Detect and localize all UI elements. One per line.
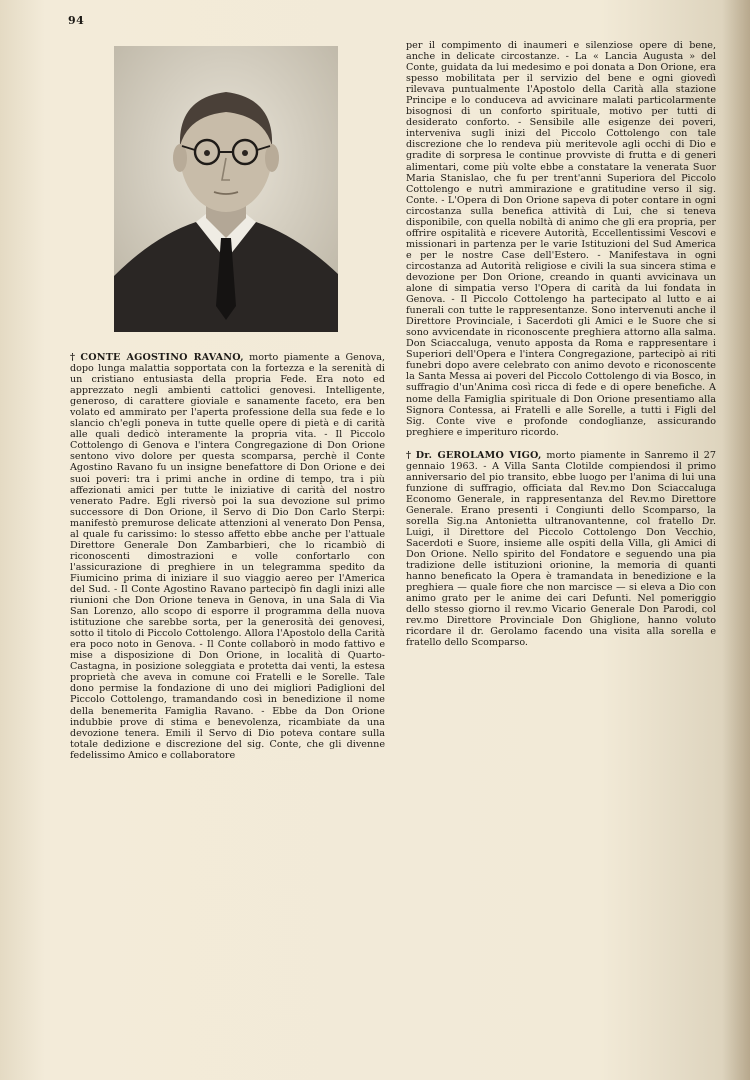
page-number: 94 [68, 14, 85, 27]
left-column [70, 352, 385, 761]
obituary-text: morto piamente a Genova, dopo lunga malattia sopportata con la fortezza e la serenità di un cristiano entusiasta della propria Fede. Era noto ed apprezzato negli ambienti cattolici genovesi. Intelligente, generoso, di carattere gioviale e sanamente faceto, era ben volato ed ammirato per l'aperta professione della sua fede e lo slancio ch'egli poneva in tutte quelle opere di pietà e di carità alle quali dedicò interamente la propria vita. - Il Piccolo Cottolengo di Genova e l'intera Congregazione di Don Orione sentono vivo dolore per questa scomparsa, perchè il Conte Agostino Ravano fu un insigne benefattore di Don Orione e dei suoi poveri: tra i primi anche in ordine di tempo, tra i più affezionati amici per tutte le iniziative di carità del nostro venerato Padre. Egli riversò poi la sua devozione sul primo successore di Don Orione, il Servo di Dio Don Carlo Sterpi: manifestò premurose delicate attenzioni al venerato Don Pensa, al quale fu carissimo: lo stesso affetto ebbe anche per l'attuale Direttore Generale Don Zambarbieri, che lo ricambiò di riconoscenti dimostrazioni e volle confortarlo con l'assicurazione di preghiere in un telegramma spedito da Fiumicino prima di iniziare il suo viaggio aereo per l'America del Sud. - Il Conte Agostino Ravano partecipò fin dagli inizi alle riunioni che Don Orione teneva in Genova, in una Sala di Via San Lorenzo, allo scopo di esporre il programma della nuova istituzione che sarebbe sorta, per la generosità dei genovesi, sotto il titolo di Piccolo Cottolengo. Allora l'Apostolo della Carità era poco noto in Genova. - Il Conte collaborò in modo fattivo e mise a disposizione di Don Orione, in località di Quarto-Castagna, in posizione soleggiata e protetta dai venti, la estesa proprietà che aveva in comune coi Fratelli e le Sorelle. Tale dono permise la fondazione di uno dei migliori Padiglioni del Piccolo Cottolengo, tramandando così in benedizione il nome della benemerita Famiglia Ravano. - Ebbe da Don Orione indubbie prove di stima e benevolenza, ricambiate da una devozione tenera. Emili il Servo di Dio poteva contare sulla totale dedizione e discrezione del sig. Conte, che gli divenne fedelissimo Amico e collaboratore [70, 352, 385, 761]
obituary-vigo [406, 450, 716, 649]
obituary-ravano [70, 352, 385, 761]
cross-marker: † [406, 449, 413, 461]
portrait-illustration [114, 46, 338, 332]
obituary-name: Dr. GEROLAMO VIGO, [415, 449, 542, 461]
obituary-name: CONTE AGOSTINO RAVANO, [80, 352, 244, 363]
portrait-photo [114, 46, 338, 332]
obituary-text: morto piamente in Sanremo il 27 gennaio 1963. - A Villa Santa Clotilde compiendosi il primo anniversario del pio transito, ebbe luogo per l'anima di lui una funzione di suffragio, officiata dal Rev.mo Don Sciaccaluga Economo Generale, in rappresentanza del Rev.mo Direttore Generale. Erano presenti i Congiunti dello Scomparso, la sorella Sig.na Antonietta ultranovantenne, col fratello Dr. Luigi, il Direttore del Piccolo Cottolengo Don Vecchio, Sacerdoti e Suore, insieme alle ospiti della Villa, gli Amici di Don Orione. Nello spirito del Fondatore e seguendo una pia tradizione delle istituzioni orionine, la memoria di quanti hanno beneficato la Opera è tramandata in benedizione e la preghiera — quale fiore che non marcisce — si eleva a Dio con animo grato per le anime dei cari Defunti. Nel pomeriggio dello stesso giorno il rev.mo Vicario Generale Don Parodi, col rev.mo Direttore Provinciale Don Ghiglione, hanno voluto ricordare il dr. Gerolamo facendo una visita alla sorella e fratello dello Scomparso. [406, 449, 716, 649]
obituary-ravano-continued: per il compimento di inaumeri e silenziose opere di bene, anche in delicate circostanze. - La « Lancia Augusta » del Conte, guidata da lui medesimo e poi donata a Don Orione, era spesso mobilitata per il servizio del bene e ogni giovedì rilevava puntualmente l'Apostolo della Carità alla stazione Principe e lo conduceva ad avvicinare malati particolarmente bisognosi di un conforto spirituale, motivo per tutti di desiderato conforto. - Sensibile alle esigenze dei poveri, interveniva sugli inizi del Piccolo Cottolengo con tale discrezione che lo rendeva più meritevole agli occhi di Dio e gradite di sorpresa le continue provviste di frutta e di generi alimentari, come più volte ebbe a constatare la venerata Suor Maria Stanislao, che fu per trent'anni Superiora del Piccolo Cottolengo e nutrì ammirazione e gratitudine verso il sig. Conte. - L'Opera di Don Orione sapeva di poter contare in ogni circostanza sulla benefica attività di Lui, che si teneva disponibile, con quella nobiltà di animo che gli era propria, per offrire ospitalità e ricevere Autorità, Eccellentissimi Vescovi e missionari in partenza per le varie Istituzioni del Sud America e per le nostre Case dell'Estero. - Manifestava in ogni circostanza ad Autorità religiose e civili la sua sincera stima e devozione per Don Orione, creando in quanti avvicinava un alone di simpatia verso l'Opera di carità da lui fondata in Genova. - Il Piccolo Cottolengo ha partecipato al lutto e ai funerali con tutte le rappresentanze. Sono intervenuti anche il Direttore Provinciale, i Sacerdoti gli Amici e le Suore che si sono avvicendate in riconoscente preghiera attorno alla salma. Don Sciaccaluga, venuto apposta da Roma e rappresentare i Superiori dell'Opera e l'intera Congregazione, partecipò ai riti funebri dopo avere celebrato con animo devoto e riconoscente la Santa Messa ai poveri del Piccolo Cottolengo di via Bosco, in suffragio d'un'Anima così ricca di fede e di opere benefiche. A nome della Famiglia spirituale di Don Orione presentiamo alla Signora Contessa, ai Fratelli e alle Sorelle, a tutti i Figli del Sig. Conte vive e profonde condoglianze, assicurando preghiere e imperituro ricordo. [406, 40, 716, 438]
page-edge-shadow [722, 0, 750, 1080]
cross-marker: † [70, 352, 78, 363]
right-column [406, 40, 716, 649]
